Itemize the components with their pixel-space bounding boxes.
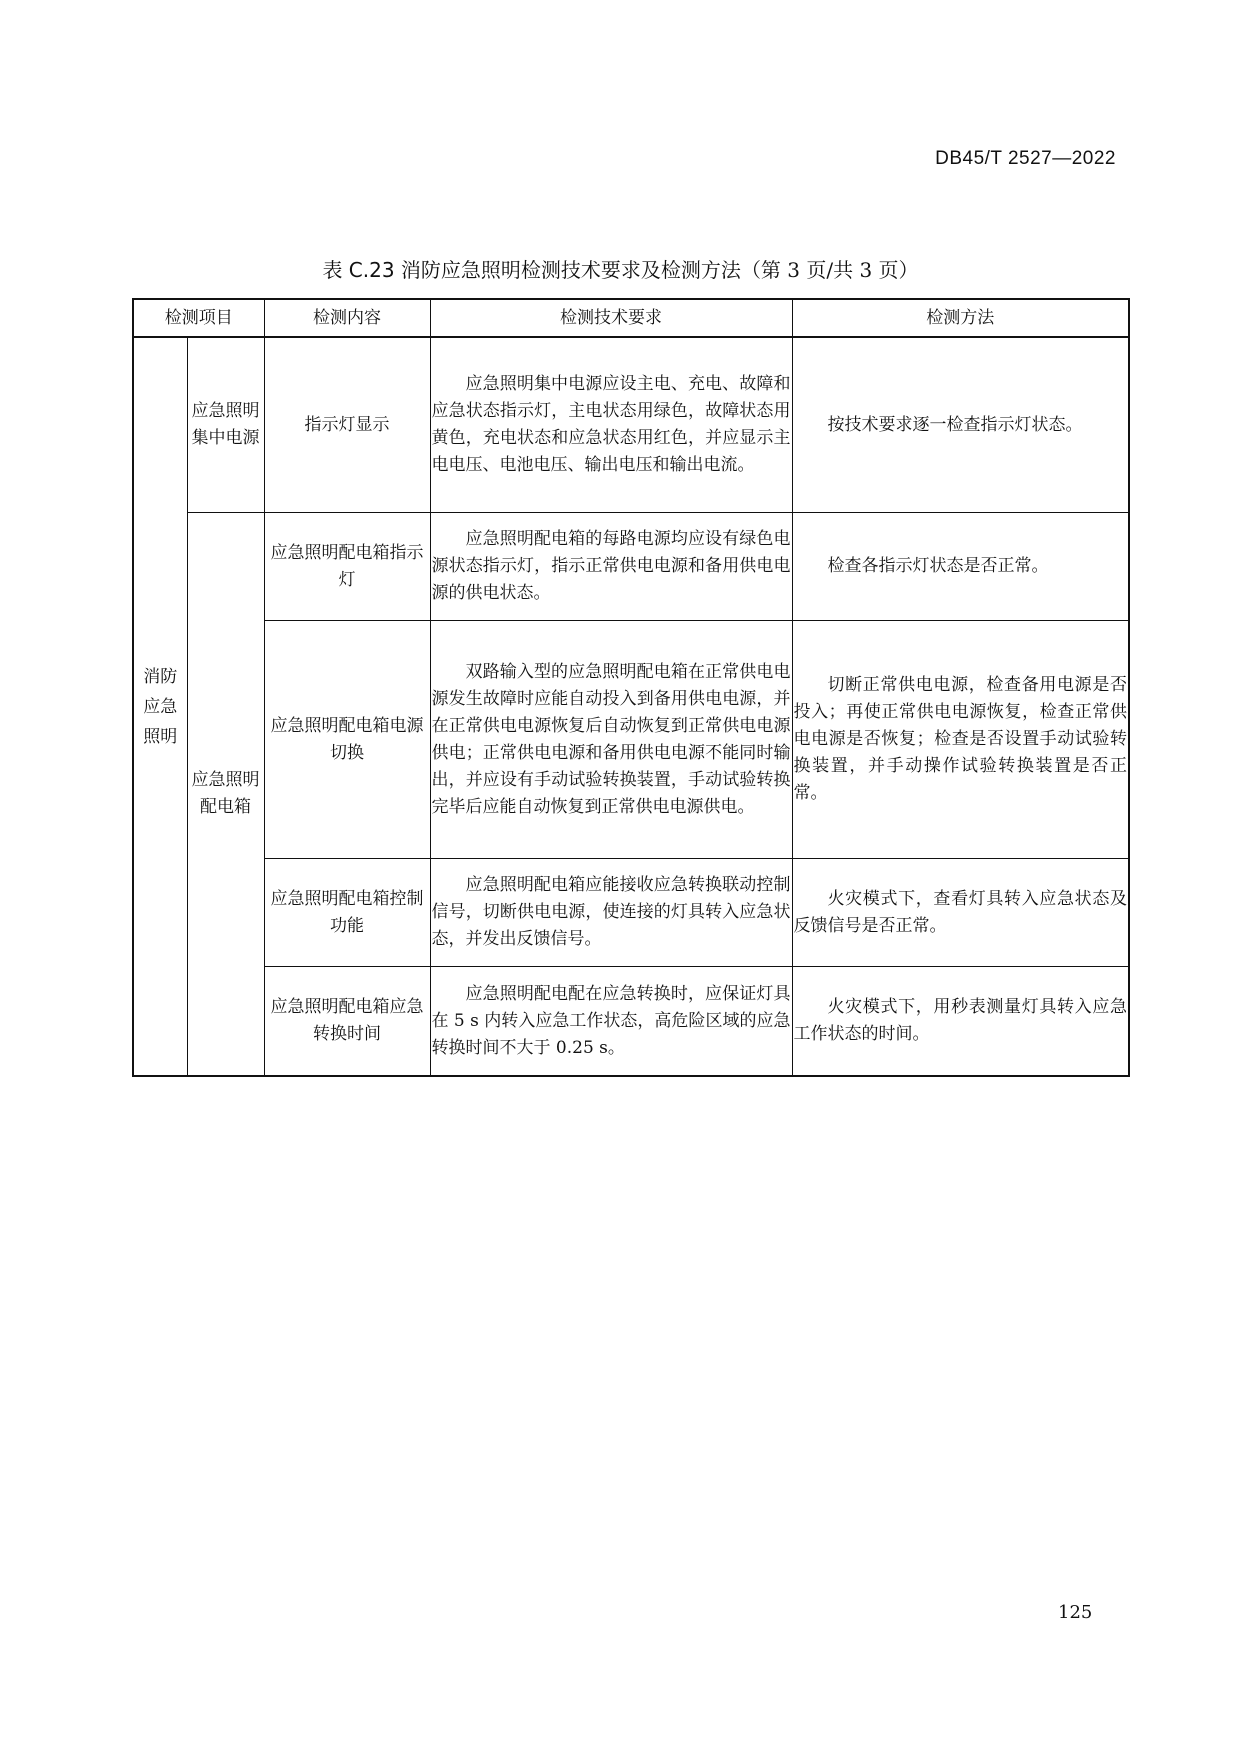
page-number: 125 (1058, 1602, 1093, 1623)
method-cell: 火灾模式下，用秒表测量灯具转入应急工作状态的时间。 (792, 967, 1129, 1077)
method-cell: 火灾模式下，查看灯具转入应急状态及反馈信号是否正常。 (792, 859, 1129, 967)
table-row (133, 967, 1129, 1077)
table-title-main: 表 C.23 消防应急照明检测技术要求及检测方法 (322, 258, 741, 282)
table-row (133, 859, 1129, 967)
content-cell: 应急照明配电箱指示灯 (264, 513, 430, 621)
document-code: DB45/T 2527—2022 (935, 148, 1116, 169)
method-cell: 按技术要求逐一检查指示灯状态。 (792, 337, 1129, 513)
content-cell: 应急照明配电箱电源切换 (264, 621, 430, 859)
table-title (0, 254, 1241, 283)
requirement-cell: 应急照明配电箱的每路电源均应设有绿色电源状态指示灯，指示正常供电电源和备用供电电源的供电状态。 (430, 513, 792, 621)
group-distribution-box: 应急照明配电箱 (187, 513, 264, 1077)
header-content: 检测内容 (264, 299, 430, 337)
header-method: 检测方法 (792, 299, 1129, 337)
category-cell (133, 337, 187, 1076)
category-label: 消防应急照明 (143, 666, 178, 747)
group-central-power: 应急照明集中电源 (187, 337, 264, 513)
table-row (133, 621, 1129, 859)
table-title-page-range: （第 3 页/共 3 页） (740, 258, 919, 282)
inspection-table (132, 298, 1130, 1077)
table-header-row (133, 299, 1129, 337)
requirement-cell: 应急照明配电箱应能接收应急转换联动控制信号，切断供电电源，使连接的灯具转入应急状态，并发出反馈信号。 (430, 859, 792, 967)
requirement-cell: 应急照明配电配在应急转换时，应保证灯具在 5 s 内转入应急工作状态，高危险区域的应急转换时间不大于 0.25 s。 (430, 967, 792, 1077)
requirement-cell: 应急照明集中电源应设主电、充电、故障和应急状态指示灯，主电状态用绿色，故障状态用黄色，充电状态和应急状态用红色，并应显示主电电压、电池电压、输出电压和输出电流。 (430, 337, 792, 513)
table-row (133, 337, 1129, 513)
method-cell: 切断正常供电电源，检查备用电源是否投入；再使正常供电电源恢复，检查正常供电电源是否恢复；检查是否设置手动试验转换装置，并手动操作试验转换装置是否正常。 (792, 621, 1129, 859)
method-cell: 检查各指示灯状态是否正常。 (792, 513, 1129, 621)
table-row (133, 513, 1129, 621)
content-cell: 应急照明配电箱应急转换时间 (264, 967, 430, 1077)
header-item: 检测项目 (133, 299, 264, 337)
header-requirement: 检测技术要求 (430, 299, 792, 337)
content-cell: 应急照明配电箱控制功能 (264, 859, 430, 967)
requirement-cell: 双路输入型的应急照明配电箱在正常供电电源发生故障时应能自动投入到备用供电电源，并在正常供电电源恢复后自动恢复到正常供电电源供电；正常供电电源和备用供电电源不能同时输出，并应设有手动试验转换装置，手动试验转换完毕后应能自动恢复到正常供电电源供电。 (430, 621, 792, 859)
content-cell: 指示灯显示 (264, 337, 430, 513)
